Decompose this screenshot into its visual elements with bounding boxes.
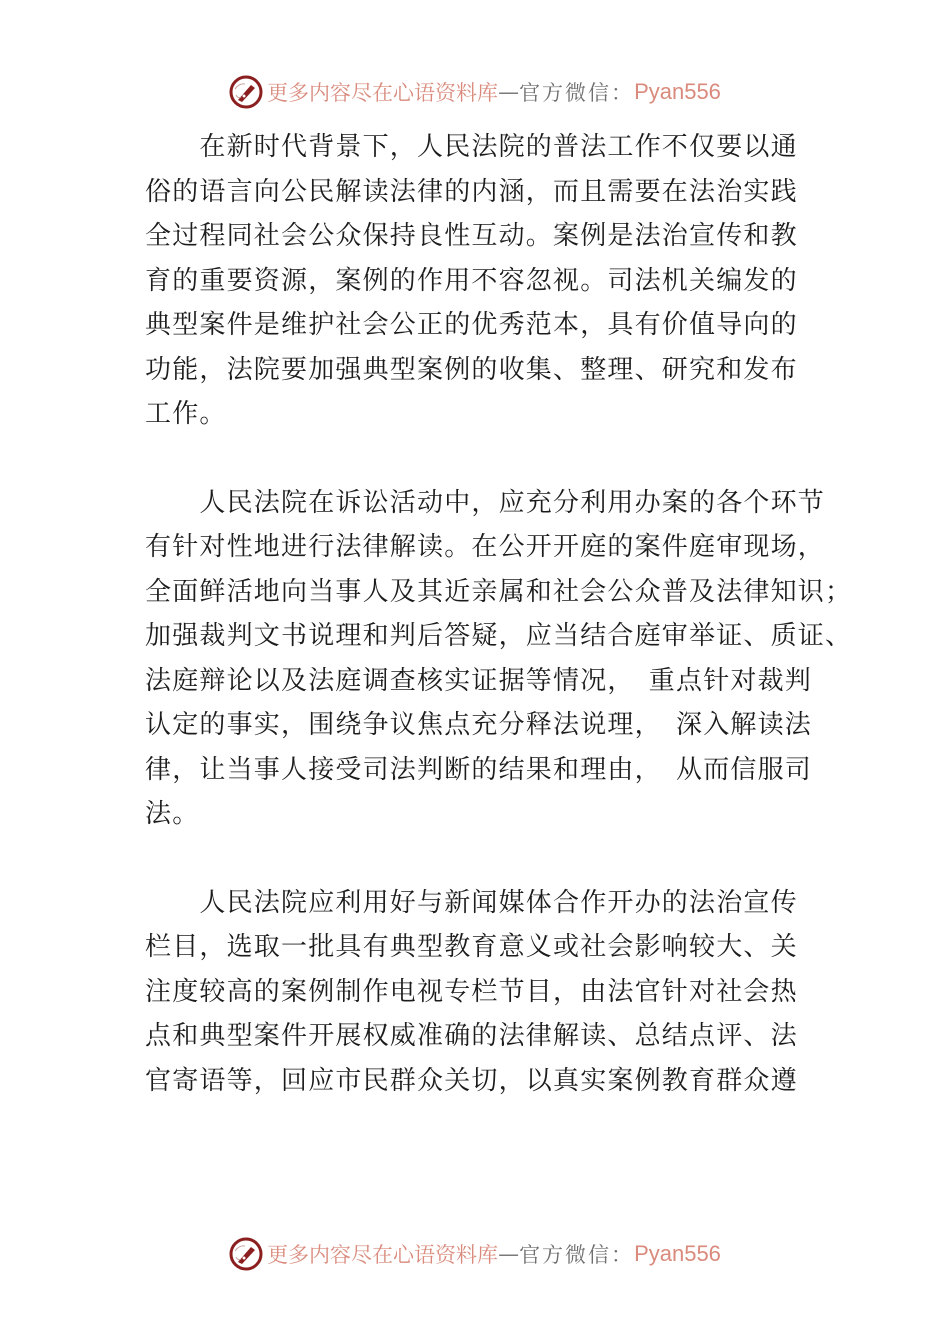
paragraph-2 <box>145 481 853 837</box>
paragraph-line: 人民法院应利用好与新闻媒体合作开办的法治宣传 <box>145 887 798 918</box>
banner-brand-text: 更多内容尽在心语资料库 <box>267 1243 499 1267</box>
paragraph-3 <box>145 881 845 1104</box>
paragraph-line: 栏目，选取一批具有典型教育意义或社会影响较大、关 <box>145 932 798 962</box>
paragraph-spacer <box>145 837 845 881</box>
banner-official-label: 官方微信： <box>519 81 635 105</box>
paragraph-line: 俗的语言向公民解读法律的内涵，而且需要在法治实践 <box>145 176 798 207</box>
paragraph-line: 全过程同社会公众保持良性互动。案例是法治宣传和教 <box>145 221 798 251</box>
paragraph-line: 功能，法院要加强典型案例的收集、整理、研究和发布 <box>145 354 798 385</box>
quill-pen-logo-icon <box>229 75 263 109</box>
banner-brand-text: 更多内容尽在心语资料库 <box>267 81 499 105</box>
banner-dash: — <box>498 1242 520 1266</box>
document-body <box>145 125 853 1103</box>
paragraph-line: 人民法院在诉讼活动中，应充分利用办案的各个环节 <box>145 487 826 518</box>
paragraph-line: 律，让当事人接受司法判断的结果和理由， 从而信服司 <box>145 754 813 785</box>
paragraph-line: 点和典型案件开展权威准确的法律解读、总结点评、法 <box>145 1021 798 1051</box>
footer-banner <box>0 1234 950 1274</box>
banner-wechat-id: Pyan556 <box>634 79 721 104</box>
paragraph-line: 官寄语等，回应市民群众关切，以真实案例教育群众遵 <box>145 1065 798 1096</box>
paragraph-line: 认定的事实，围绕争议焦点充分释法说理， 深入解读法 <box>145 710 813 740</box>
paragraph-line: 有针对性地进行法律解读。在公开开庭的案件庭审现场， <box>145 532 826 562</box>
paragraph-1 <box>145 125 845 437</box>
banner-dash: — <box>498 80 520 104</box>
banner-official-label: 官方微信： <box>519 1243 635 1267</box>
banner-wechat-id: Pyan556 <box>634 1241 721 1266</box>
quill-pen-logo-icon <box>229 1237 263 1271</box>
header-banner <box>0 72 950 112</box>
paragraph-line: 育的重要资源，案例的作用不容忽视。司法机关编发的 <box>145 265 798 296</box>
paragraph-line: 注度较高的案例制作电视专栏节目，由法官针对社会热 <box>145 976 798 1007</box>
paragraph-line: 法庭辩论以及法庭调查核实证据等情况， 重点针对裁判 <box>145 665 813 696</box>
paragraph-line: 典型案件是维护社会公正的优秀范本，具有价值导向的 <box>145 310 798 340</box>
paragraph-line: 在新时代背景下，人民法院的普法工作不仅要以通 <box>145 132 798 162</box>
paragraph-line: 法。 <box>145 799 200 829</box>
paragraph-line: 工作。 <box>145 399 227 429</box>
paragraph-spacer <box>145 437 845 481</box>
paragraph-line: 全面鲜活地向当事人及其近亲属和社会公众普及法律知识； <box>145 576 853 607</box>
paragraph-line: 加强裁判文书说理和判后答疑，应当结合庭审举证、质证、 <box>145 621 853 651</box>
